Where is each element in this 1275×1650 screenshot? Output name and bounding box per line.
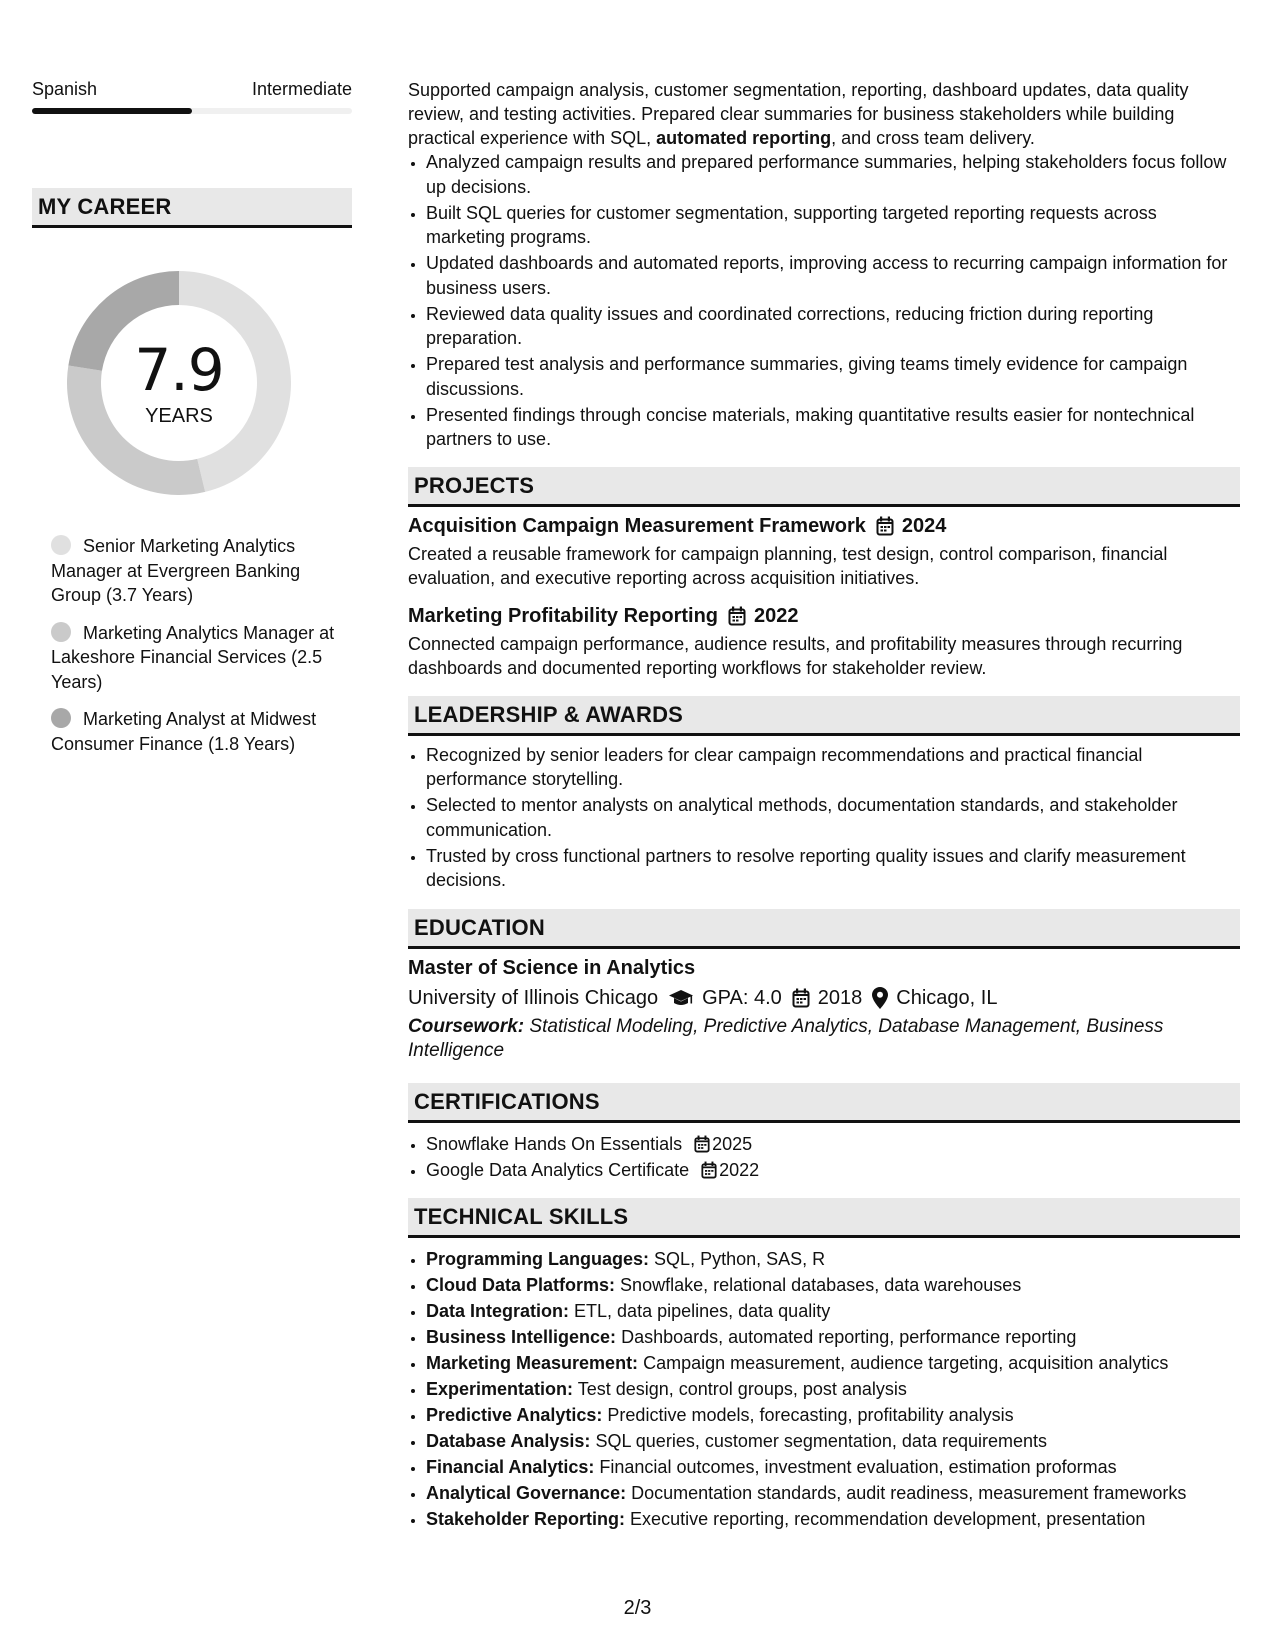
language-proficiency-fill (32, 108, 192, 114)
skill-label: Stakeholder Reporting: (426, 1508, 626, 1529)
skill-value: Financial outcomes, investment evaluation, estimation proformas (599, 1456, 1117, 1477)
project-title: Acquisition Campaign Measurement Framework (408, 514, 866, 537)
calendar-icon (701, 1161, 717, 1179)
career-role-text: Marketing Analyst at Midwest Consumer Finance (1.8 Years) (51, 709, 317, 754)
project-year: 2024 (901, 514, 947, 537)
career-role (51, 621, 352, 695)
experience-bullet: • Presented findings through concise materials, making quantitative results easier for nontechnical partners to use. (426, 403, 1240, 452)
projects-heading: PROJECTS (408, 467, 1240, 507)
skills-list (408, 1246, 1240, 1532)
skill-value: Dashboards, automated reporting, performance reporting (621, 1326, 1077, 1347)
skill-item (426, 1376, 1240, 1402)
calendar-icon (792, 988, 810, 1008)
career-role (51, 707, 352, 756)
education-school: University of Illinois Chicago (408, 986, 659, 1009)
location-pin-icon (872, 987, 888, 1009)
summary-text-1: Supported campaign analysis, customer segmentation, reporting, dashboard updates, data quality review, and testing activities. Prepared clear summaries for business stakeholders while building practical experience with SQL, (408, 80, 1189, 148)
skill-label: Programming Languages: (426, 1248, 650, 1269)
leadership-heading: LEADERSHIP & AWARDS (408, 696, 1240, 736)
summary-bold-text: automated reporting (656, 128, 832, 148)
certification-item (426, 1157, 1240, 1183)
skill-item (426, 1402, 1240, 1428)
career-heading: MY CAREER (32, 188, 352, 228)
language-name: Spanish (32, 79, 98, 99)
coursework-list: Statistical Modeling, Predictive Analytics, Database Management, Business Intelligence (408, 1015, 1164, 1061)
skill-value: Snowflake, relational databases, data warehouses (620, 1274, 1022, 1295)
skill-label: Data Integration: (426, 1300, 570, 1321)
language-proficiency-bar (32, 108, 352, 114)
experience-summary (408, 78, 1240, 150)
certification-name: • Google Data Analytics Certificate (426, 1159, 690, 1180)
coursework-label: Coursework: (408, 1015, 525, 1037)
page-number: 2/3 (623, 1597, 652, 1619)
skill-item (426, 1324, 1240, 1350)
education-entry (408, 955, 1240, 1063)
career-role-dot (51, 708, 71, 728)
leadership-bullet: • Recognized by senior leaders for clear campaign recommendations and practical financial performance storytelling. (426, 743, 1240, 792)
leadership-bullet: • Selected to mentor analysts on analytical methods, documentation standards, and stakeholder communication. (426, 793, 1240, 842)
language-level: Intermediate (251, 79, 352, 99)
skill-item (426, 1428, 1240, 1454)
summary-text-2: , and cross team delivery. (831, 128, 1035, 148)
education-gpa: GPA: 4.0 (702, 986, 782, 1009)
main-content (408, 78, 1240, 1532)
skill-item (426, 1506, 1240, 1532)
experience-bullet: • Prepared test analysis and performance summaries, giving teams timely evidence for campaign discussions. (426, 352, 1240, 401)
experience-bullet: • Updated dashboards and automated reports, improving access to recurring campaign information for business users. (426, 251, 1240, 300)
skill-value: Documentation standards, audit readiness, measurement frameworks (631, 1482, 1187, 1503)
career-role-dot (51, 535, 71, 555)
career-role-text: Senior Marketing Analytics Manager at Evergreen Banking Group (3.7 Years) (51, 536, 301, 605)
certifications-list (408, 1131, 1240, 1183)
project-year: 2022 (754, 604, 799, 627)
project-item (408, 603, 1240, 680)
skill-label: Business Intelligence: (426, 1326, 617, 1347)
skill-label: Financial Analytics: (426, 1456, 595, 1477)
project-description: Created a reusable framework for campaign planning, test design, control comparison, financial evaluation, and executive reporting across acquisition initiatives. (408, 543, 1168, 588)
certification-year: 2022 (719, 1159, 760, 1180)
calendar-icon (876, 516, 894, 536)
skills-heading: TECHNICAL SKILLS (408, 1198, 1240, 1238)
skill-label: Predictive Analytics: (426, 1404, 603, 1425)
certification-year: 2025 (712, 1133, 753, 1154)
career-total-years: 7.9 (134, 336, 224, 404)
skill-value: Predictive models, forecasting, profitability analysis (607, 1404, 1014, 1425)
skill-item (426, 1298, 1240, 1324)
graduation-cap-icon (668, 989, 694, 1007)
education-year: 2018 (817, 986, 863, 1009)
skill-item (426, 1350, 1240, 1376)
certifications-heading: CERTIFICATIONS (408, 1083, 1240, 1123)
education-location: Chicago, IL (896, 986, 998, 1009)
skill-value: Executive reporting, recommendation development, presentation (630, 1508, 1146, 1529)
skill-value: Campaign measurement, audience targeting, acquisition analytics (643, 1352, 1169, 1373)
skill-label: Experimentation: (426, 1378, 574, 1399)
leadership-bullets (408, 743, 1240, 893)
sidebar (32, 78, 352, 769)
experience-bullet: • Reviewed data quality issues and coordinated corrections, reducing friction during reporting preparation. (426, 302, 1240, 351)
skill-label: Marketing Measurement: (426, 1352, 639, 1373)
calendar-icon (694, 1135, 710, 1153)
skill-item (426, 1454, 1240, 1480)
skill-item (426, 1246, 1240, 1272)
career-years-label: YEARS (145, 405, 213, 427)
certification-item (426, 1131, 1240, 1157)
experience-bullets (408, 150, 1240, 452)
leadership-bullet: • Trusted by cross functional partners to resolve reporting quality issues and clarify measurement decisions. (426, 844, 1240, 893)
skill-value: SQL queries, customer segmentation, data requirements (595, 1430, 1048, 1451)
education-coursework (408, 1015, 1240, 1063)
skill-value: ETL, data pipelines, data quality (574, 1300, 831, 1321)
skill-item (426, 1480, 1240, 1506)
skill-item (426, 1272, 1240, 1298)
skill-label: Database Analysis: (426, 1430, 591, 1451)
skill-label: Analytical Governance: (426, 1482, 627, 1503)
skill-label: Cloud Data Platforms: (426, 1274, 616, 1295)
project-description: Connected campaign performance, audience results, and profitability measures through recurring dashboards and documented reporting workflows for stakeholder review. (408, 633, 1183, 678)
career-role-dot (51, 622, 71, 642)
career-roles (32, 534, 352, 756)
calendar-icon (728, 606, 746, 626)
education-heading: EDUCATION (408, 909, 1240, 949)
experience-bullet: • Built SQL queries for customer segmentation, supporting targeted reporting requests across marketing programs. (426, 201, 1240, 250)
project-title: Marketing Profitability Reporting (408, 604, 719, 627)
skill-value: Test design, control groups, post analysis (577, 1378, 907, 1399)
experience-bullet: • Analyzed campaign results and prepared performance summaries, helping stakeholders focus follow up decisions. (426, 150, 1240, 199)
career-role-text: Marketing Analytics Manager at Lakeshore Financial Services (2.5 Years) (51, 622, 335, 692)
project-item (408, 513, 1240, 590)
language-row (32, 78, 352, 100)
education-degree: Master of Science in Analytics (408, 956, 696, 979)
career-role (51, 534, 352, 608)
career-donut (66, 270, 292, 496)
certification-name: • Snowflake Hands On Essentials (426, 1133, 683, 1154)
skill-value: SQL, Python, SAS, R (654, 1248, 826, 1269)
